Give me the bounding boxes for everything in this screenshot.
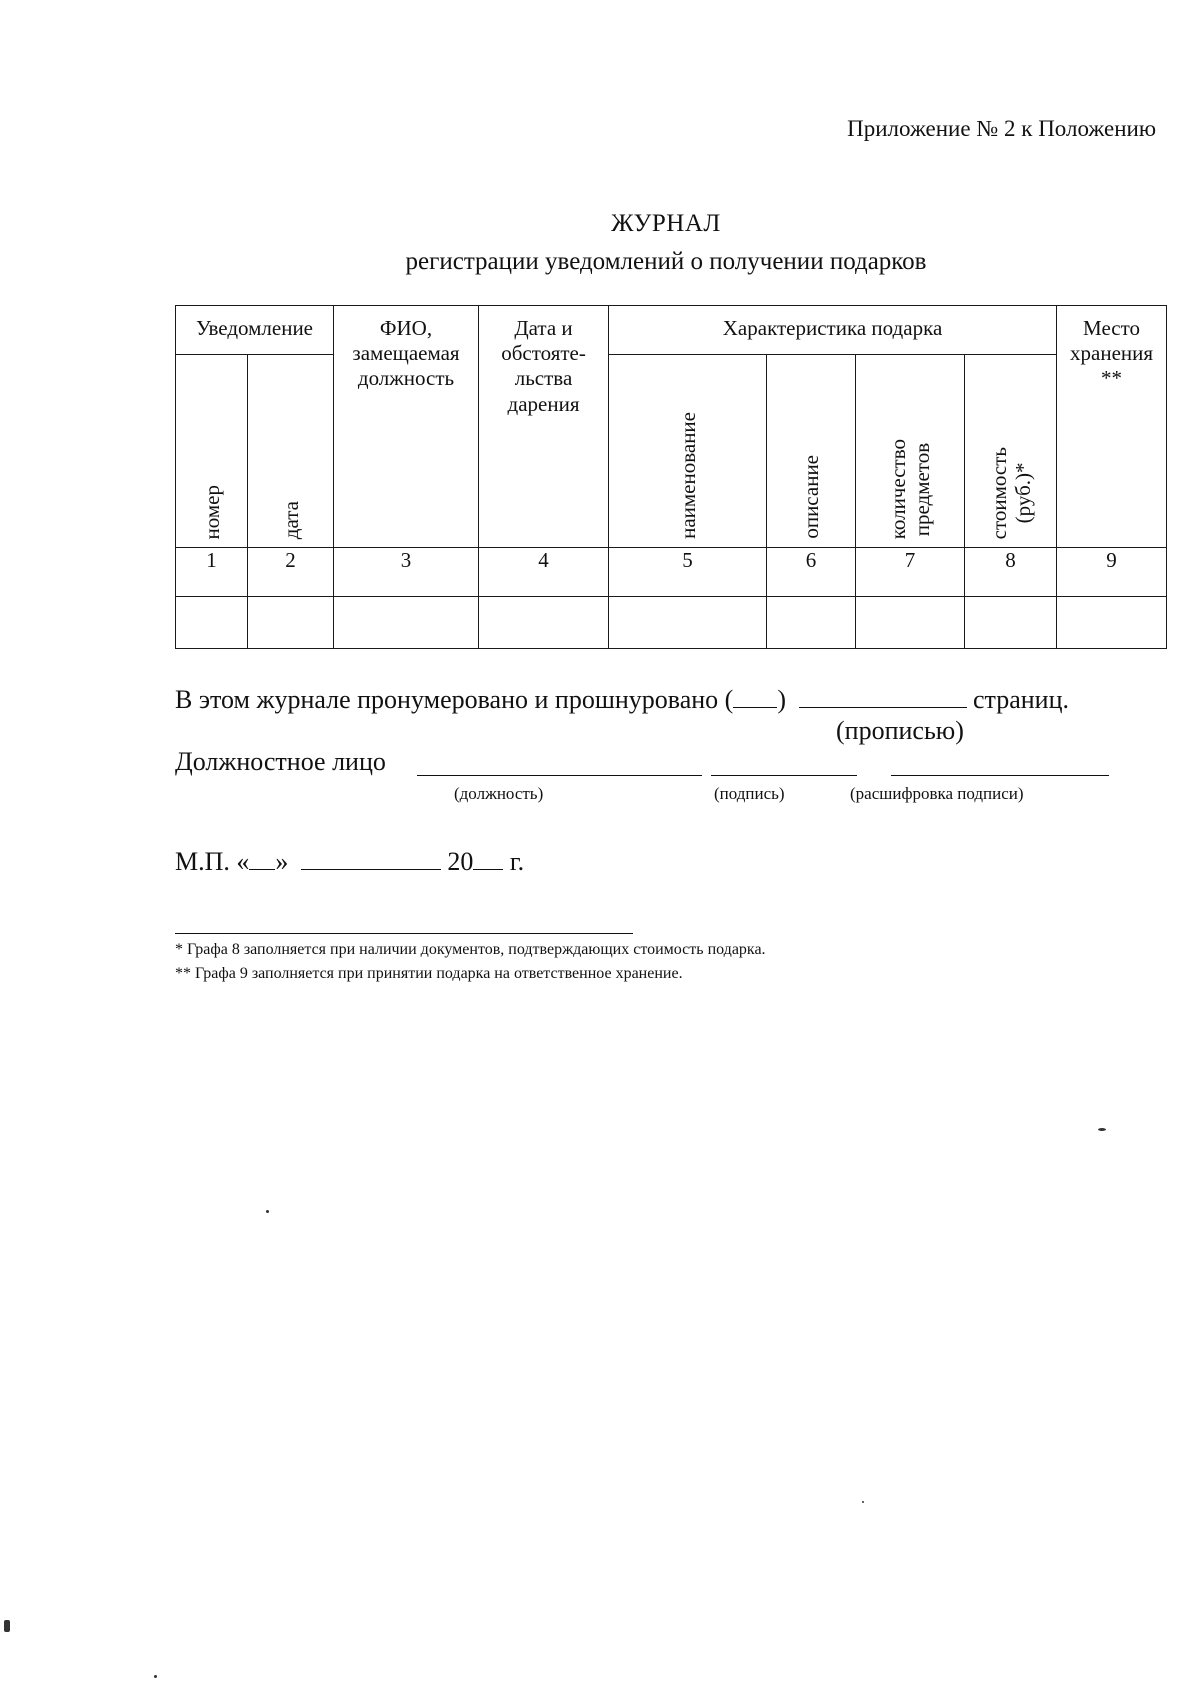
document-title: ЖУРНАЛ (611, 210, 721, 237)
official-label: Должностное лицо (175, 747, 386, 776)
entry-cell[interactable] (767, 597, 856, 649)
column-number-row (176, 548, 1167, 597)
day-blank[interactable] (249, 843, 275, 870)
empty-entry-row (176, 597, 1167, 649)
footnote-1: * Графа 8 заполняется при наличии документов, подтверждающих стоимость подарка. (175, 941, 766, 958)
header-col-number: номер (176, 355, 248, 548)
header-date-circumstances: Дата и обстояте- льства дарения (479, 306, 609, 548)
statement-close-paren: ) (777, 685, 786, 714)
footnote-2: ** Графа 9 заполняется при принятии подарка на ответственное хранение. (175, 965, 683, 982)
header-col-quantity: количество предметов (856, 355, 965, 548)
official-position-line[interactable] (417, 775, 702, 776)
stamp-year-suffix: г. (509, 847, 525, 876)
header-gift-characteristics: Характеристика подарка (609, 306, 1057, 355)
header-fio: ФИО, замещаемая должность (334, 306, 479, 548)
scan-speck (154, 1675, 157, 1678)
entry-cell[interactable] (334, 597, 479, 649)
column-number: 1 (176, 548, 248, 597)
column-number: 8 (965, 548, 1057, 597)
hint-signature: (подпись) (714, 784, 785, 803)
column-number: 2 (248, 548, 334, 597)
statement-line (175, 681, 1069, 715)
column-number: 7 (856, 548, 965, 597)
entry-cell[interactable] (856, 597, 965, 649)
column-number: 9 (1057, 548, 1167, 597)
month-blank[interactable] (301, 843, 441, 870)
year-blank[interactable] (473, 843, 503, 870)
entry-cell[interactable] (1057, 597, 1167, 649)
journal-table (175, 305, 1167, 649)
hint-position: (должность) (454, 784, 544, 803)
page-count-number-blank[interactable] (733, 681, 777, 708)
column-number: 6 (767, 548, 856, 597)
hint-decoding: (расшифровка подписи) (850, 784, 1024, 803)
header-storage: Место хранения ** (1057, 306, 1167, 548)
page-count-words-blank[interactable] (799, 681, 967, 708)
document-subtitle: регистрации уведомлений о получении подарков (405, 248, 927, 275)
statement-pages: страниц. (973, 685, 1070, 714)
header-col-name: наименование (609, 355, 767, 548)
stamp-mp: М.П. « (175, 847, 250, 876)
entry-cell[interactable] (609, 597, 767, 649)
scan-speck (4, 1620, 10, 1632)
stamp-year: 20 (447, 847, 474, 876)
scan-speck (1098, 1128, 1106, 1131)
column-number: 3 (334, 548, 479, 597)
statement-text: В этом журнале пронумеровано и прошнуровано ( (175, 685, 734, 714)
column-number: 5 (609, 548, 767, 597)
entry-cell[interactable] (479, 597, 609, 649)
scan-speck (266, 1210, 269, 1213)
header-col-date: дата (248, 355, 334, 548)
entry-cell[interactable] (965, 597, 1057, 649)
header-col-description: описание (767, 355, 856, 548)
column-number: 4 (479, 548, 609, 597)
entry-cell[interactable] (176, 597, 248, 649)
appendix-label: Приложение № 2 к Положению (847, 116, 1156, 141)
stamp-close-quote: » (275, 847, 289, 876)
header-notice: Уведомление (176, 306, 334, 355)
official-signature-line[interactable] (711, 775, 857, 776)
footnote-separator (175, 933, 633, 934)
header-col-cost: стоимость (руб.)* (965, 355, 1057, 548)
stamp-line (175, 843, 524, 877)
scan-speck (862, 1501, 864, 1503)
statement-hint: (прописью) (836, 716, 964, 745)
entry-cell[interactable] (248, 597, 334, 649)
official-decoding-line[interactable] (891, 775, 1109, 776)
